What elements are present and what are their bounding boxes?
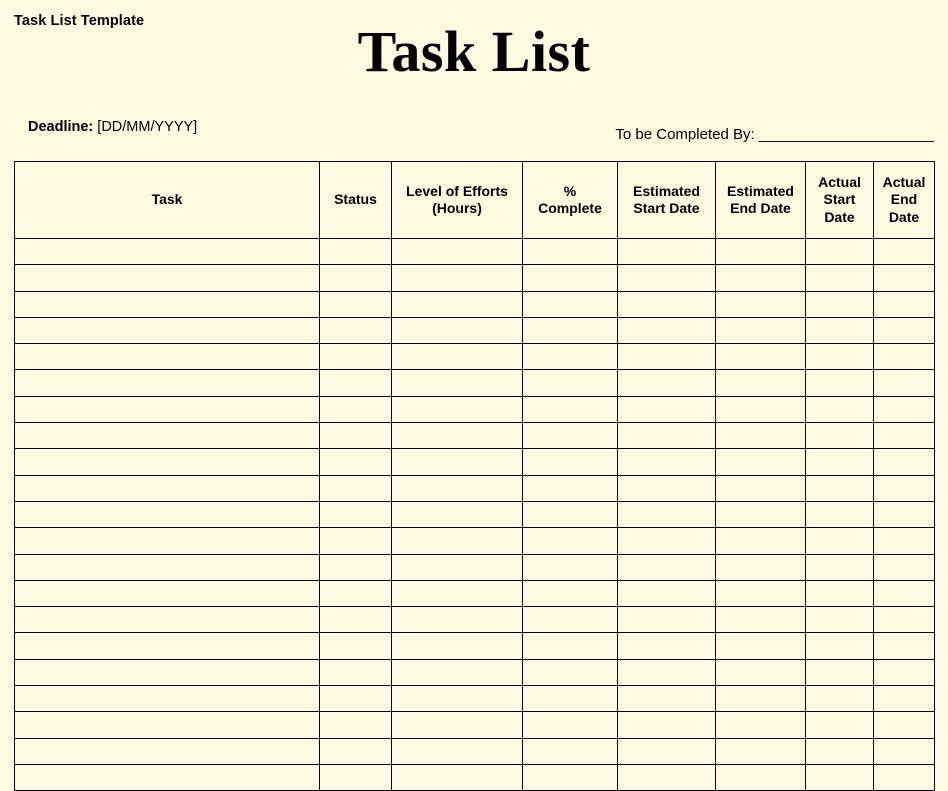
table-cell[interactable]: [15, 423, 320, 449]
table-cell[interactable]: [320, 659, 392, 685]
table-cell[interactable]: [806, 501, 874, 527]
column-header-percent-line-2: Complete: [538, 200, 602, 216]
table-cell[interactable]: [806, 528, 874, 554]
table-cell[interactable]: [392, 712, 523, 738]
table-cell[interactable]: [618, 659, 716, 685]
table-row: [15, 265, 935, 291]
table-cell[interactable]: [716, 712, 806, 738]
column-header-act-end-line-1: Actual: [882, 173, 926, 190]
column-header-est-end-line-2: End Date: [730, 200, 791, 216]
table-cell[interactable]: [874, 712, 935, 738]
table-cell[interactable]: [15, 475, 320, 501]
table-cell[interactable]: [15, 528, 320, 554]
table-cell[interactable]: [716, 528, 806, 554]
table-cell[interactable]: [392, 396, 523, 422]
table-cell[interactable]: [320, 712, 392, 738]
table-cell[interactable]: [716, 291, 806, 317]
table-cell[interactable]: [806, 317, 874, 343]
table-cell[interactable]: [15, 633, 320, 659]
table-row: [15, 501, 935, 527]
table-cell[interactable]: [320, 764, 392, 790]
table-cell[interactable]: [523, 738, 618, 764]
table-cell[interactable]: [618, 633, 716, 659]
table-cell[interactable]: [15, 291, 320, 317]
table-cell[interactable]: [806, 659, 874, 685]
table-cell[interactable]: [392, 633, 523, 659]
table-cell[interactable]: [618, 344, 716, 370]
task-table: [14, 161, 935, 791]
to-be-completed-by-field[interactable]: To be Completed By: _____________________: [615, 126, 934, 143]
table-cell[interactable]: [320, 344, 392, 370]
table-row: [15, 396, 935, 422]
table-cell[interactable]: [320, 580, 392, 606]
table-cell[interactable]: [392, 475, 523, 501]
table-cell[interactable]: [874, 501, 935, 527]
table-cell[interactable]: [15, 659, 320, 685]
table-row: [15, 528, 935, 554]
table-cell[interactable]: [15, 449, 320, 475]
table-cell[interactable]: [392, 344, 523, 370]
table-cell[interactable]: [874, 659, 935, 685]
table-cell[interactable]: [806, 633, 874, 659]
table-cell[interactable]: [523, 423, 618, 449]
column-header-estimated-start-date: [618, 162, 716, 239]
table-cell[interactable]: [392, 686, 523, 712]
table-cell[interactable]: [806, 686, 874, 712]
table-cell[interactable]: [392, 501, 523, 527]
table-cell[interactable]: [618, 370, 716, 396]
column-header-est-start-line-2: Start Date: [633, 200, 700, 216]
deadline-value[interactable]: [DD/MM/YYYY]: [97, 119, 198, 135]
table-cell[interactable]: [618, 686, 716, 712]
table-row: [15, 291, 935, 317]
table-cell[interactable]: [806, 344, 874, 370]
table-cell[interactable]: [523, 317, 618, 343]
column-header-task-line-1: Task: [151, 191, 183, 208]
table-cell[interactable]: [320, 396, 392, 422]
column-header-act-end-line-2: End: [890, 191, 918, 208]
table-cell[interactable]: [15, 607, 320, 633]
table-cell[interactable]: [806, 449, 874, 475]
table-cell[interactable]: [874, 396, 935, 422]
table-cell[interactable]: [806, 370, 874, 396]
table-cell[interactable]: [874, 686, 935, 712]
table-cell[interactable]: [523, 764, 618, 790]
column-header-effort-line-2: (Hours): [432, 200, 482, 216]
table-row: [15, 317, 935, 343]
table-cell[interactable]: [716, 239, 806, 265]
table-cell[interactable]: [806, 607, 874, 633]
table-cell[interactable]: [716, 580, 806, 606]
table-cell[interactable]: [874, 554, 935, 580]
table-row: [15, 607, 935, 633]
table-cell[interactable]: [320, 317, 392, 343]
table-cell[interactable]: [618, 501, 716, 527]
table-cell[interactable]: [618, 738, 716, 764]
table-cell[interactable]: [523, 633, 618, 659]
table-cell[interactable]: [523, 580, 618, 606]
deadline-field: [28, 119, 197, 135]
table-cell[interactable]: [15, 501, 320, 527]
table-cell[interactable]: [716, 607, 806, 633]
table-cell[interactable]: [392, 317, 523, 343]
table-body: [15, 239, 935, 791]
table-cell[interactable]: [15, 239, 320, 265]
column-header-status: [320, 162, 392, 239]
table-cell[interactable]: [320, 686, 392, 712]
column-header-act-start-line-2: Start: [823, 191, 856, 208]
template-label: Task List Template: [14, 13, 145, 29]
table-cell[interactable]: [320, 449, 392, 475]
table-cell[interactable]: [716, 686, 806, 712]
column-header-percent-line-1: %: [563, 182, 577, 199]
column-header-percent-complete: [523, 162, 618, 239]
table-cell[interactable]: [15, 580, 320, 606]
table-cell[interactable]: [618, 291, 716, 317]
table-cell[interactable]: [806, 475, 874, 501]
table-cell[interactable]: [392, 423, 523, 449]
column-header-act-start-line-1: Actual: [818, 173, 861, 190]
table-cell[interactable]: [320, 291, 392, 317]
table-cell[interactable]: [874, 317, 935, 343]
table-cell[interactable]: [874, 423, 935, 449]
table-cell[interactable]: [716, 475, 806, 501]
table-cell[interactable]: [618, 396, 716, 422]
table-row: [15, 764, 935, 790]
table-row: [15, 423, 935, 449]
table-cell[interactable]: [392, 580, 523, 606]
table-row: [15, 712, 935, 738]
table-cell[interactable]: [15, 317, 320, 343]
column-header-task: [15, 162, 320, 239]
table-cell[interactable]: [618, 265, 716, 291]
table-cell[interactable]: [806, 423, 874, 449]
table-cell[interactable]: [716, 449, 806, 475]
table-cell[interactable]: [523, 659, 618, 685]
table-cell[interactable]: [15, 265, 320, 291]
table-cell[interactable]: [806, 554, 874, 580]
table-cell[interactable]: [716, 370, 806, 396]
table-cell[interactable]: [618, 528, 716, 554]
table-cell[interactable]: [15, 396, 320, 422]
table-cell[interactable]: [392, 764, 523, 790]
table-row: [15, 239, 935, 265]
table-cell[interactable]: [874, 370, 935, 396]
table-cell[interactable]: [15, 764, 320, 790]
table-cell[interactable]: [15, 686, 320, 712]
table-cell[interactable]: [320, 501, 392, 527]
table-cell[interactable]: [618, 317, 716, 343]
table-cell[interactable]: [874, 528, 935, 554]
column-header-status-line-1: Status: [334, 191, 377, 208]
table-cell[interactable]: [320, 738, 392, 764]
table-cell[interactable]: [523, 344, 618, 370]
table-cell[interactable]: [716, 554, 806, 580]
table-cell[interactable]: [874, 449, 935, 475]
table-cell[interactable]: [874, 265, 935, 291]
table-cell[interactable]: [523, 475, 618, 501]
column-header-level-of-efforts: [392, 162, 523, 239]
table-cell[interactable]: [874, 291, 935, 317]
table-row: [15, 686, 935, 712]
table-cell[interactable]: [392, 370, 523, 396]
table-cell[interactable]: [320, 607, 392, 633]
table-cell[interactable]: [716, 738, 806, 764]
page-title: Task List: [357, 19, 591, 84]
table-cell[interactable]: [618, 764, 716, 790]
table-cell[interactable]: [874, 580, 935, 606]
column-header-actual-end-date: [874, 162, 935, 239]
table-cell[interactable]: [523, 239, 618, 265]
table-cell[interactable]: [716, 423, 806, 449]
table-cell[interactable]: [15, 554, 320, 580]
table-row: [15, 449, 935, 475]
deadline-label: Deadline:: [28, 119, 94, 135]
table-cell[interactable]: [392, 291, 523, 317]
column-header-act-start-line-3: Date: [824, 208, 855, 225]
table-cell[interactable]: [320, 423, 392, 449]
table-cell[interactable]: [618, 580, 716, 606]
table-cell[interactable]: [618, 239, 716, 265]
table-cell[interactable]: [320, 239, 392, 265]
table-cell[interactable]: [392, 265, 523, 291]
table-row: [15, 580, 935, 606]
table-cell[interactable]: [874, 475, 935, 501]
table-cell[interactable]: [806, 580, 874, 606]
table-cell[interactable]: [806, 239, 874, 265]
table-cell[interactable]: [523, 528, 618, 554]
table-row: [15, 370, 935, 396]
table-cell[interactable]: [15, 738, 320, 764]
table-cell[interactable]: [716, 633, 806, 659]
table-cell[interactable]: [806, 291, 874, 317]
table-cell[interactable]: [320, 633, 392, 659]
column-header-effort-line-1: Level of Efforts: [406, 182, 508, 199]
table-cell[interactable]: [523, 712, 618, 738]
table-cell[interactable]: [618, 554, 716, 580]
table-cell[interactable]: [523, 686, 618, 712]
table-cell[interactable]: [806, 712, 874, 738]
table-cell[interactable]: [874, 607, 935, 633]
table-cell[interactable]: [15, 370, 320, 396]
table-cell[interactable]: [320, 265, 392, 291]
table-cell[interactable]: [716, 764, 806, 790]
table-cell[interactable]: [392, 449, 523, 475]
table-cell[interactable]: [716, 344, 806, 370]
table-cell[interactable]: [523, 501, 618, 527]
table-cell[interactable]: [320, 554, 392, 580]
table-cell[interactable]: [716, 265, 806, 291]
table-row: [15, 659, 935, 685]
table-cell[interactable]: [806, 265, 874, 291]
table-cell[interactable]: [523, 370, 618, 396]
table-cell[interactable]: [618, 449, 716, 475]
table-row: [15, 344, 935, 370]
table-row: [15, 554, 935, 580]
table-cell[interactable]: [874, 738, 935, 764]
table-cell[interactable]: [806, 764, 874, 790]
table-cell[interactable]: [392, 528, 523, 554]
table-header-row: [15, 162, 935, 239]
table-cell[interactable]: [523, 554, 618, 580]
table-cell[interactable]: [392, 659, 523, 685]
column-header-actual-start-date: [806, 162, 874, 239]
table-cell[interactable]: [618, 712, 716, 738]
table-cell[interactable]: [716, 659, 806, 685]
table-cell[interactable]: [806, 396, 874, 422]
table-cell[interactable]: [716, 501, 806, 527]
table-cell[interactable]: [618, 423, 716, 449]
table-cell[interactable]: [523, 265, 618, 291]
table-cell[interactable]: [716, 317, 806, 343]
table-row: [15, 738, 935, 764]
table-cell[interactable]: [716, 396, 806, 422]
table-cell[interactable]: [874, 239, 935, 265]
column-header-estimated-end-date: [716, 162, 806, 239]
table-row: [15, 475, 935, 501]
table-cell[interactable]: [320, 528, 392, 554]
table-cell[interactable]: [806, 738, 874, 764]
table-cell[interactable]: [523, 449, 618, 475]
table-cell[interactable]: [523, 396, 618, 422]
table-cell[interactable]: [320, 475, 392, 501]
table-cell[interactable]: [523, 607, 618, 633]
table-cell[interactable]: [874, 344, 935, 370]
table-cell[interactable]: [15, 712, 320, 738]
column-header-est-end-line-1: Estimated: [727, 182, 794, 199]
column-header-est-start-line-1: Estimated: [633, 182, 700, 199]
table-cell[interactable]: [392, 554, 523, 580]
table-cell[interactable]: [392, 607, 523, 633]
table-cell[interactable]: [392, 738, 523, 764]
column-header-act-end-line-3: Date: [888, 208, 920, 225]
table-cell[interactable]: [618, 607, 716, 633]
table-row: [15, 633, 935, 659]
table-cell[interactable]: [392, 239, 523, 265]
table-cell[interactable]: [618, 475, 716, 501]
table-cell[interactable]: [320, 370, 392, 396]
table-cell[interactable]: [874, 764, 935, 790]
table-cell[interactable]: [15, 344, 320, 370]
table-cell[interactable]: [523, 291, 618, 317]
table-cell[interactable]: [874, 633, 935, 659]
